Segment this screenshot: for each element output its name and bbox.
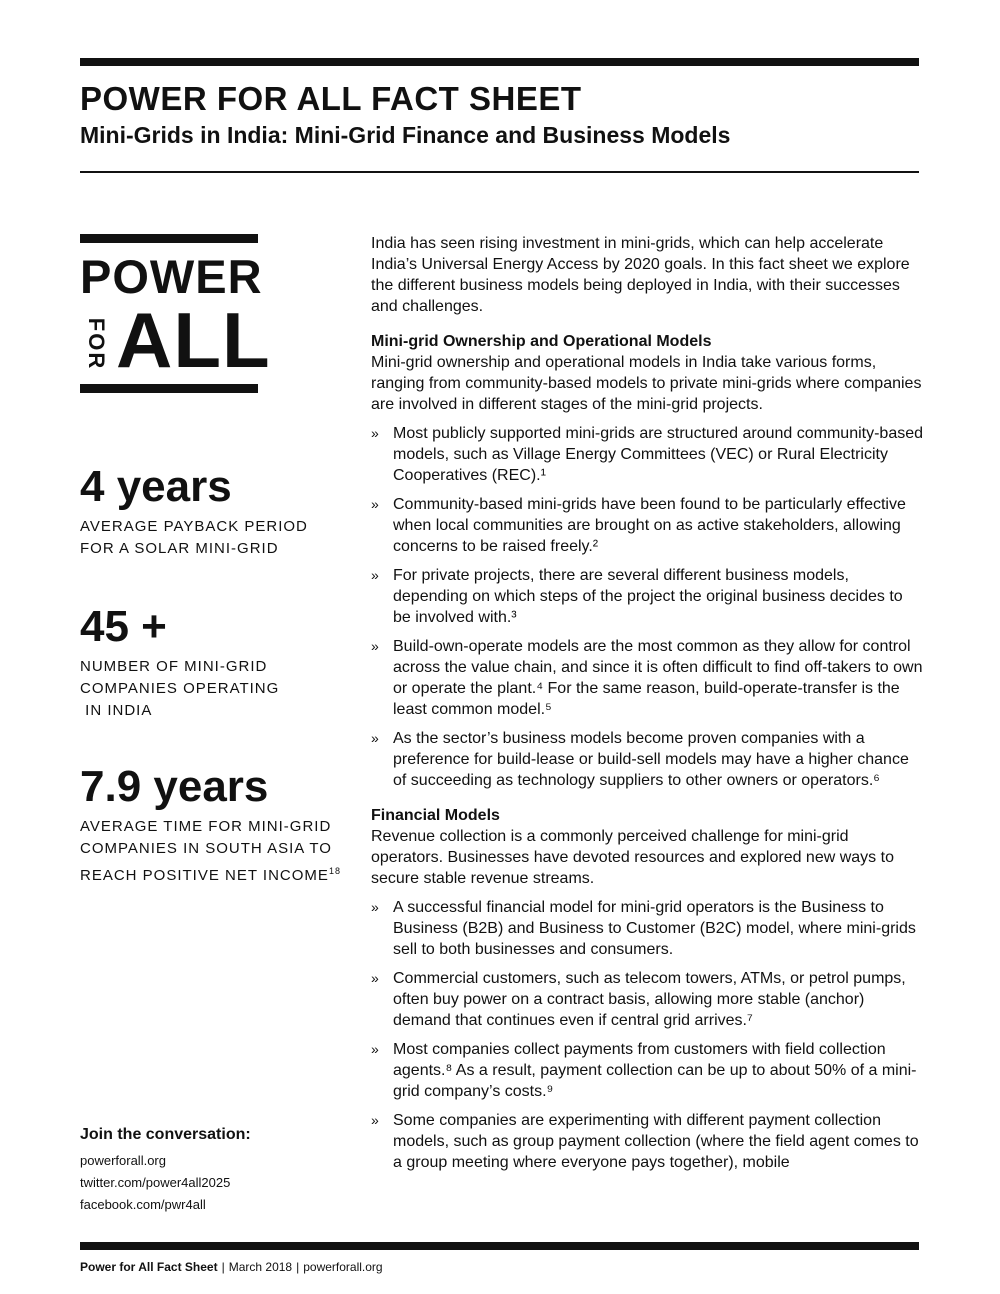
page-title: POWER FOR ALL FACT SHEET xyxy=(80,80,582,117)
section-body: Mini-grid ownership and operational models in India take various forms, ranging from community-based models to private mini-grids where companies are involved in different stages of the mini-grid projects. xyxy=(371,354,922,413)
header-divider xyxy=(80,171,919,173)
logo-bottom-bar xyxy=(80,384,258,393)
stat-desc-line: COMPANIES OPERATING xyxy=(80,680,280,697)
footnote-ref: 18 xyxy=(328,866,341,876)
financial-section xyxy=(371,805,923,1173)
stat-company-count xyxy=(80,602,350,722)
footer-brand: Power for All Fact Sheet xyxy=(80,1260,218,1274)
list-item: » Commercial customers, such as telecom towers, ATMs, or petrol pumps, often buy power on a contract basis, allowing more stable (anchor) demand that continues even if central grid arrives.⁷ xyxy=(371,968,923,1031)
footer-site-link[interactable]: powerforall.org xyxy=(303,1260,383,1274)
footer-rule xyxy=(80,1242,919,1250)
stat-desc-line xyxy=(80,860,350,887)
stat-desc-line: NUMBER OF MINI-GRID xyxy=(80,658,268,675)
stat-desc-text: REACH POSITIVE NET INCOME xyxy=(80,867,329,884)
logo-for-text: FOR xyxy=(84,317,109,371)
stat-description xyxy=(80,516,350,560)
logo-power-text: POWER xyxy=(80,250,263,303)
list-item: » Build-own-operate models are the most common as they allow for control across the value chain, and since it is often difficult to find off-takers to own or operate the plant.⁴ For the same reason, build-operate-transfer is the least common model.⁵ xyxy=(371,636,923,720)
social-links xyxy=(80,1126,251,1216)
stat-time-to-income xyxy=(80,762,350,887)
footer-date: March 2018 xyxy=(228,1260,293,1274)
website-link[interactable]: powerforall.org xyxy=(80,1153,166,1168)
list-item: » Most publicly supported mini-grids are structured around community-based models, such as Village Energy Committees (VEC) or Rural Electricity Cooperatives (REC).¹ xyxy=(371,423,923,486)
page-subtitle: Mini-Grids in India: Mini-Grid Finance and Business Models xyxy=(80,122,731,148)
logo-top-bar xyxy=(80,234,258,243)
footer-separator: | xyxy=(296,1260,300,1274)
ownership-section xyxy=(371,331,923,791)
stat-value: 45 + xyxy=(80,602,167,651)
stat-payback-period xyxy=(80,462,350,560)
bullet-list xyxy=(371,423,923,791)
footer-separator: | xyxy=(221,1260,225,1274)
stat-desc-line: AVERAGE PAYBACK PERIOD xyxy=(80,518,308,535)
facebook-link[interactable]: facebook.com/pwr4all xyxy=(80,1197,206,1212)
stat-value: 7.9 years xyxy=(80,762,269,811)
twitter-link[interactable]: twitter.com/power4all2025 xyxy=(80,1175,231,1190)
list-item: » As the sector’s business models become proven companies with a preference for build-lease or build-sell models may have a higher chance of succeeding as technology suppliers to other owners or operators.⁶ xyxy=(371,728,923,791)
stat-desc-line: IN INDIA xyxy=(80,702,153,719)
section-body: Revenue collection is a commonly perceived challenge for mini-grid operators. Businesses have devoted resources and explored new ways to secure stable revenue streams. xyxy=(371,828,894,887)
main-content xyxy=(371,233,923,1181)
logo-for-text-box xyxy=(78,314,114,374)
list-item: » Most companies collect payments from customers with field collection agents.⁸ As a result, payment collection can be up to about 50% of a mini-grid company’s costs.⁹ xyxy=(371,1039,923,1102)
logo-all-text: ALL xyxy=(116,296,271,384)
stat-desc-line: COMPANIES IN SOUTH ASIA TO xyxy=(80,840,332,857)
section-heading: Mini-grid Ownership and Operational Models xyxy=(371,333,712,350)
social-heading: Join the conversation: xyxy=(80,1126,251,1143)
intro-paragraph: India has seen rising investment in mini-grids, which can help accelerate India’s Universal Energy Access by 2020 goals. In this fact sheet we explore the different business models being deployed in India, with their successes and challenges. xyxy=(371,235,910,315)
top-rule xyxy=(80,58,919,66)
power-for-all-logo xyxy=(80,234,271,394)
section-heading: Financial Models xyxy=(371,807,500,824)
page-footer xyxy=(80,1260,383,1274)
stat-desc-line: AVERAGE TIME FOR MINI-GRID xyxy=(80,818,332,835)
list-item: » Some companies are experimenting with different payment collection models, such as group payment collection (where the field agent comes to a group meeting where everyone pays together), mobile xyxy=(371,1110,923,1173)
list-item: » For private projects, there are several different business models, depending on which steps of the project the original business decides to be involved with.³ xyxy=(371,565,923,628)
stat-description xyxy=(80,816,350,887)
list-item: » A successful financial model for mini-grid operators is the Business to Business (B2B) and Business to Customer (B2C) model, where mini-grids sell to both businesses and consumers. xyxy=(371,897,923,960)
stat-description xyxy=(80,656,350,722)
stat-desc-line: FOR A SOLAR MINI-GRID xyxy=(80,540,279,557)
bullet-list xyxy=(371,897,923,1173)
list-item: » Community-based mini-grids have been found to be particularly effective when local communities are brought on as active stakeholders, allowing concerns to be raised freely.² xyxy=(371,494,923,557)
stat-value: 4 years xyxy=(80,462,232,511)
